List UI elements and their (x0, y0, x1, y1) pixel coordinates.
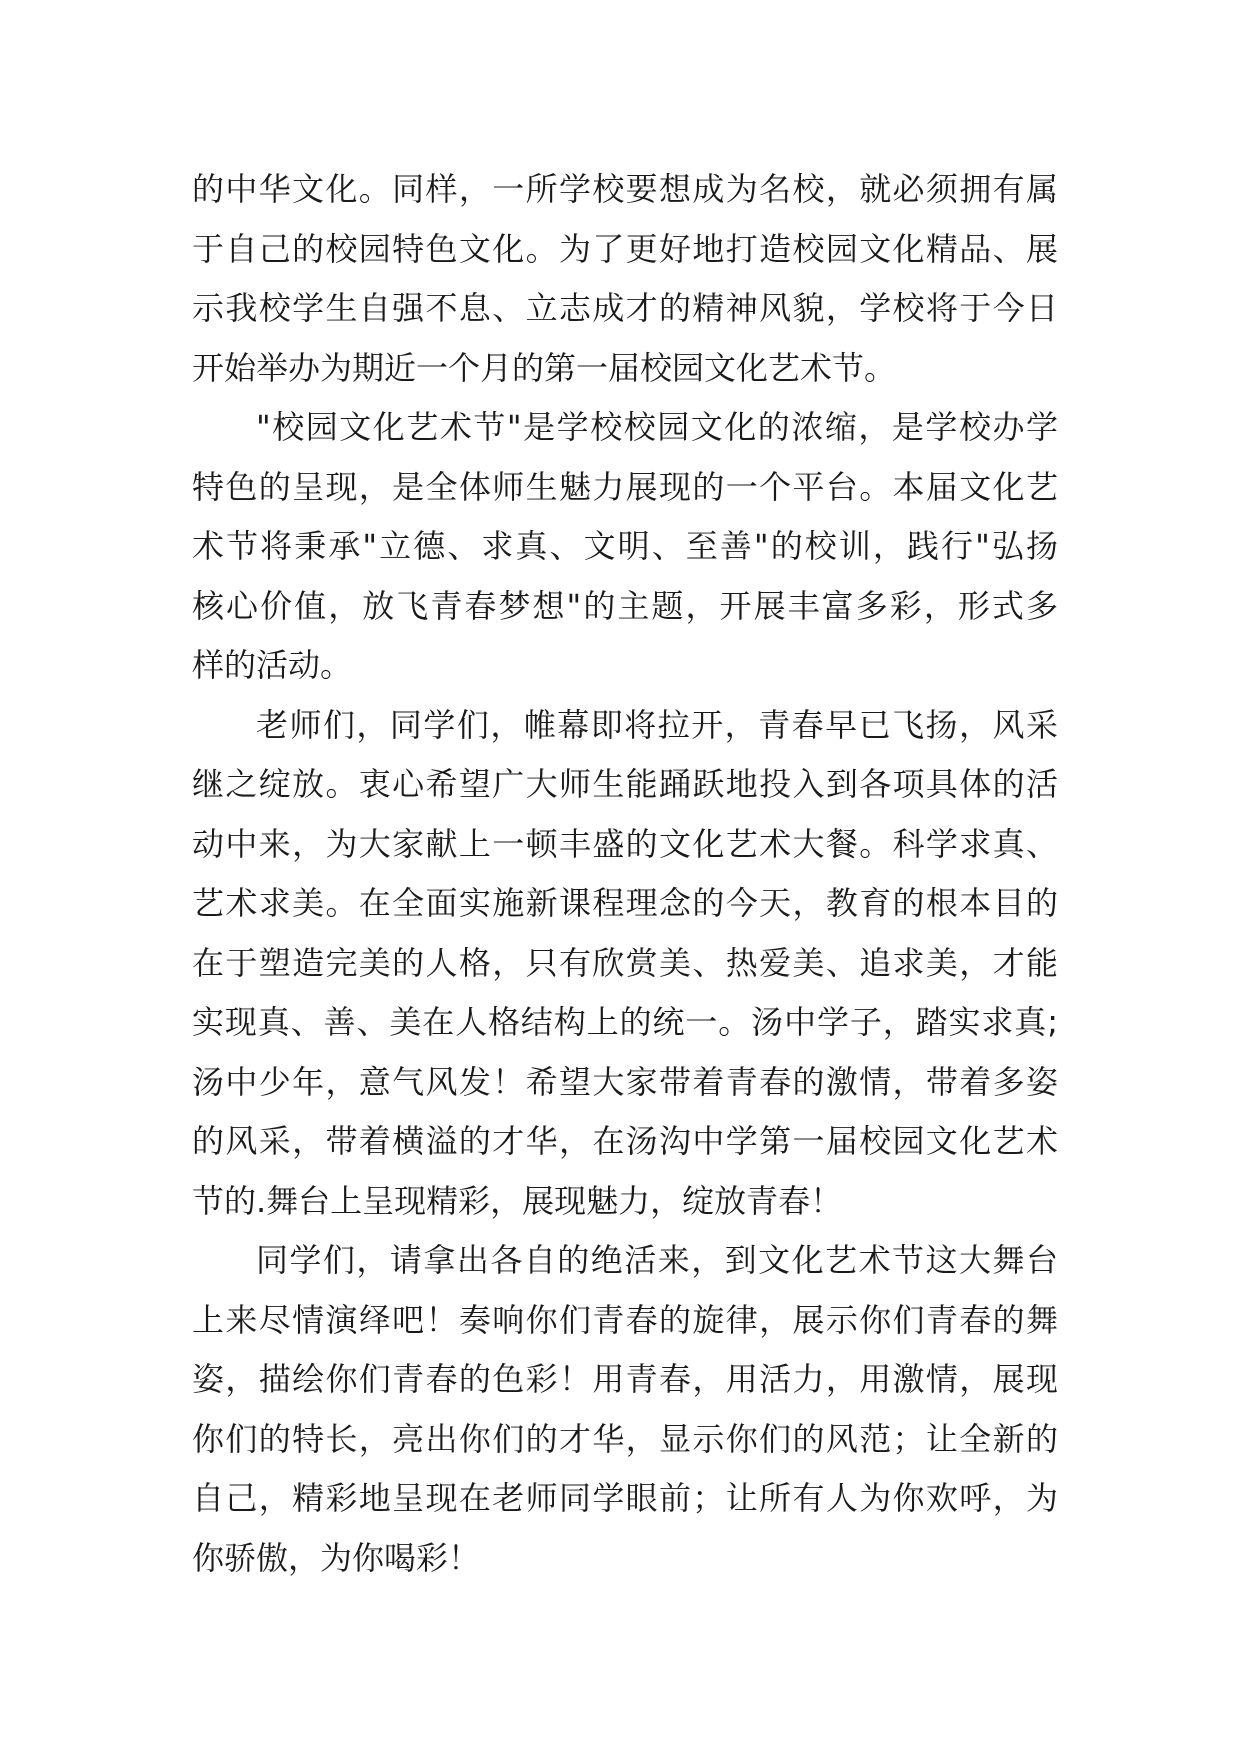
text-line: 示我校学生自强不息、立志成才的精神风貌，学校将于今日 (192, 289, 1058, 327)
text-line: 核心价值，放飞青春梦想"的主题，开展丰富多彩，形式多 (192, 586, 1058, 625)
text-line: 节的.舞台上呈现精彩，展现魅力，绽放青春！ (192, 1181, 843, 1220)
text-line: 开始举办为期近一个月的第一届校园文化艺术节。 (192, 348, 897, 387)
text-line: 上来尽情演绎吧！奏响你们青春的旋律，展示你们青春的舞 (192, 1300, 1058, 1339)
text-line: 你们的特长，亮出你们的才华，显示你们的风范；让全新的 (192, 1419, 1058, 1458)
paragraph-festival-theme (192, 398, 1058, 696)
text-line: 动中来，为大家献上一顿丰盛的文化艺术大餐。科学求真、 (192, 824, 1058, 863)
text-line: 的风采，带着横溢的才华，在汤沟中学第一届校园文化艺术 (192, 1122, 1058, 1160)
text-line: 样的活动。 (192, 646, 353, 684)
text-line: 在于塑造完美的人格，只有欣赏美、热爱美、追求美，才能 (192, 943, 1058, 982)
text-line: 术节将秉承"立德、求真、文明、至善"的校训，践行"弘扬 (192, 527, 1058, 565)
paragraph-intro-continued (192, 160, 1058, 398)
text-line: 姿，描绘你们青春的色彩！用青春，用活力，用激情，展现 (192, 1360, 1058, 1398)
text-line: 老师们，同学们，帷幕即将拉开，青春早已飞扬，风采 (256, 705, 1058, 744)
text-line: 特色的呈现，是全体师生魅力展现的一个平台。本届文化艺 (192, 467, 1058, 506)
text-line: 实现真、善、美在人格结构上的统一。汤中学子，踏实求真; (192, 1003, 1058, 1041)
text-line: 的中华文化。同样，一所学校要想成为名校，就必须拥有属 (192, 170, 1058, 208)
text-line: 于自己的校园特色文化。为了更好地打造校园文化精品、展 (192, 229, 1058, 268)
paragraph-call-to-students (192, 1231, 1058, 1588)
text-line: 自己，精彩地呈现在老师同学眼前；让所有人为你欢呼，为 (192, 1479, 1058, 1517)
paragraph-address-teachers-students (192, 696, 1058, 1232)
text-line: 同学们，请拿出各自的绝活来，到文化艺术节这大舞台 (256, 1241, 1058, 1279)
text-line: 汤中少年，意气风发！希望大家带着青春的激情，带着多姿 (192, 1062, 1058, 1101)
text-line: 艺术求美。在全面实施新课程理念的今天，教育的根本目的 (192, 884, 1058, 922)
text-line: 继之绽放。衷心希望广大师生能踊跃地投入到各项具体的活 (192, 765, 1058, 803)
text-line: 你骄傲，为你喝彩！ (192, 1538, 481, 1577)
document-body (192, 160, 1058, 1588)
text-line: "校园文化艺术节"是学校校园文化的浓缩，是学校办学 (256, 408, 1058, 446)
